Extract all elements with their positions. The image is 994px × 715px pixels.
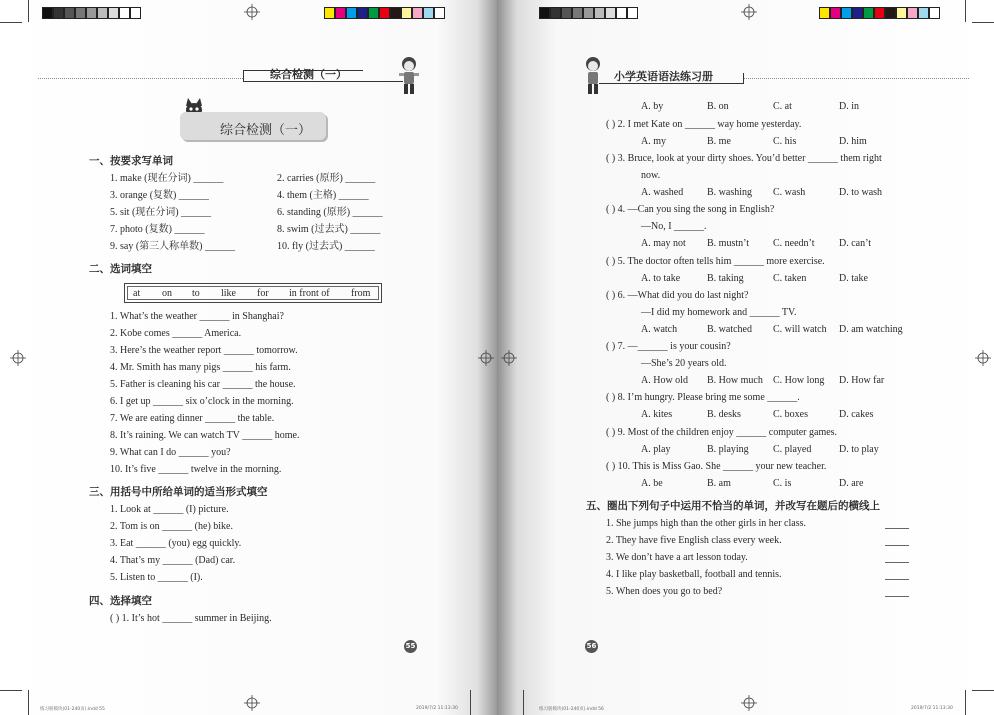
page-header-title: 小学英语语法练习册 [614, 70, 713, 83]
option: D. am watching [839, 324, 903, 335]
option: B. desks [707, 409, 741, 420]
list-item: 4. them (主格) ______ [277, 190, 369, 201]
option: C. boxes [773, 409, 808, 420]
header-rule [599, 83, 744, 84]
section-2-heading: 二、选词填空 [89, 263, 152, 275]
color-swatch [594, 7, 605, 19]
registration-mark-icon [244, 695, 260, 711]
question-item: ( ) 8. I’m hungry. Please bring me some ______. [606, 392, 800, 403]
word-bank-item: on [162, 288, 172, 299]
option: C. taken [773, 273, 807, 284]
question-item: ( ) 1. It’s hot ______ summer in Beijing. [110, 613, 272, 624]
color-swatch [119, 7, 130, 19]
list-item: 8. swim (过去式) ______ [277, 224, 381, 235]
registration-mark-icon [10, 350, 26, 366]
question-item: ( ) 4. —Can you sing the song in English? [606, 204, 775, 215]
section-4-heading: 四、选择填空 [89, 595, 152, 607]
right-page [497, 0, 994, 715]
option: A. to take [641, 273, 681, 284]
footer-filename: 练习册模块(01-240页).indd 55 [40, 707, 105, 712]
crop-mark [28, 690, 29, 715]
page-number: 55 [404, 640, 417, 653]
crop-mark [965, 0, 966, 22]
option: D. in [839, 101, 859, 112]
option: A. may not [641, 238, 686, 249]
color-swatch [918, 7, 929, 19]
list-item: 5. sit (现在分词) ______ [110, 207, 212, 218]
color-swatch [885, 7, 896, 19]
color-swatch [907, 7, 918, 19]
color-swatch [572, 7, 583, 19]
section-1-heading: 一、按要求写单词 [89, 155, 173, 167]
option: C. will watch [773, 324, 827, 335]
list-item: 7. photo (复数) ______ [110, 224, 205, 235]
color-swatch [86, 7, 97, 19]
option: A. kites [641, 409, 673, 420]
color-swatch [42, 7, 53, 19]
answer-line[interactable] [885, 579, 909, 580]
list-item: 7. We are eating dinner ______ the table. [110, 413, 275, 424]
page-header-title: 综合检测（一） [270, 68, 347, 81]
option: C. wash [773, 187, 806, 198]
question-item: ( ) 10. This is Miss Gao. She ______ your new teacher. [606, 461, 827, 472]
option: B. me [707, 136, 731, 147]
list-item: 5. When does you go to bed? [606, 586, 723, 597]
list-item: 3. Eat ______ (you) egg quickly. [110, 538, 242, 549]
crop-mark [470, 690, 471, 715]
page-number: 56 [585, 640, 598, 653]
list-item: 6. standing (原形) ______ [277, 207, 383, 218]
footer-date: 2019/7/2 11:13:30 [416, 706, 458, 711]
registration-mark-icon [741, 695, 757, 711]
color-swatch [64, 7, 75, 19]
option: C. is [773, 478, 792, 489]
crop-mark [523, 690, 524, 715]
option: B. mustn’t [707, 238, 750, 249]
list-item: 4. That’s my ______ (Dad) car. [110, 555, 236, 566]
question-item: ( ) 3. Bruce, look at your dirty shoes. You’d better ______ them right [606, 153, 882, 164]
list-item: 5. Listen to ______ (I). [110, 572, 203, 583]
color-swatch [75, 7, 86, 19]
list-item: 2. They have five English class every week. [606, 535, 782, 546]
option: A. How old [641, 375, 688, 386]
option: C. at [773, 101, 792, 112]
header-dotted-rule [38, 78, 243, 79]
answer-line[interactable] [885, 545, 909, 546]
list-item: 6. I get up ______ six o’clock in the morning. [110, 396, 294, 407]
color-swatch [401, 7, 412, 19]
list-item: 3. Here’s the weather report ______ tomorrow. [110, 345, 298, 356]
option: A. my [641, 136, 666, 147]
word-bank-item: to [192, 288, 200, 299]
option: D. How far [839, 375, 885, 386]
crop-mark [28, 0, 29, 22]
registration-mark-icon [244, 4, 260, 20]
color-swatch [627, 7, 638, 19]
list-item: 1. What’s the weather ______ in Shanghai? [110, 311, 284, 322]
color-swatch [896, 7, 907, 19]
registration-mark-icon [741, 4, 757, 20]
option: D. can’t [839, 238, 872, 249]
word-bank-item: for [257, 288, 269, 299]
question-continuation: —I did my homework and ______ TV. [641, 307, 797, 318]
list-item: 4. Mr. Smith has many pigs ______ his farm. [110, 362, 291, 373]
option: D. to play [839, 444, 879, 455]
question-item: ( ) 2. I met Kate on ______ way home yesterday. [606, 119, 802, 130]
option: D. him [839, 136, 867, 147]
grayscale-color-bar [42, 7, 141, 19]
color-swatch [874, 7, 885, 19]
option: C. played [773, 444, 812, 455]
color-swatch [605, 7, 616, 19]
option: B. washing [707, 187, 752, 198]
answer-line[interactable] [885, 596, 909, 597]
list-item: 3. orange (复数) ______ [110, 190, 209, 201]
answer-line[interactable] [885, 562, 909, 563]
option: B. on [707, 101, 729, 112]
color-swatch [335, 7, 346, 19]
option: C. his [773, 136, 797, 147]
crop-mark [972, 690, 994, 691]
boy-mascot-icon [398, 56, 420, 101]
list-item: 1. Look at ______ (I) picture. [110, 504, 229, 515]
color-swatch [346, 7, 357, 19]
word-bank-item: from [351, 288, 371, 299]
answer-line[interactable] [885, 528, 909, 529]
option: B. watched [707, 324, 752, 335]
list-item: 1. She jumps high than the other girls in her class. [606, 518, 806, 529]
header-dotted-rule [744, 78, 969, 79]
footer-filename: 练习册模块(01-240页).indd 56 [539, 707, 604, 712]
question-continuation: now. [641, 170, 661, 181]
option: C. needn’t [773, 238, 815, 249]
word-bank-item: in front of [289, 288, 330, 299]
list-item: 1. make (现在分词) ______ [110, 173, 224, 184]
color-swatch [108, 7, 119, 19]
color-swatch [539, 7, 550, 19]
registration-mark-icon [478, 350, 494, 366]
color-swatch [130, 7, 141, 19]
option: D. take [839, 273, 868, 284]
color-swatch [830, 7, 841, 19]
color-swatch [819, 7, 830, 19]
color-swatch [841, 7, 852, 19]
option: D. to wash [839, 187, 883, 198]
color-swatch [97, 7, 108, 19]
unit-title: 综合检测（一） [220, 123, 312, 138]
crop-mark [972, 22, 994, 23]
color-swatch [412, 7, 423, 19]
color-swatch [929, 7, 940, 19]
question-item: ( ) 6. —What did you do last night? [606, 290, 749, 301]
color-swatch [53, 7, 64, 19]
list-item: 8. It’s raining. We can watch TV ______ home. [110, 430, 300, 441]
option: D. cakes [839, 409, 874, 420]
question-continuation: —No, I ______. [641, 221, 707, 232]
option: A. washed [641, 187, 684, 198]
question-item: ( ) 5. The doctor often tells him ______ more exercise. [606, 256, 825, 267]
list-item: 3. We don’t have a art lesson today. [606, 552, 748, 563]
section-5-heading: 五、圈出下列句子中运用不恰当的单词，并改写在题后的横线上 [586, 500, 880, 512]
question-continuation: —She’s 20 years old. [641, 358, 727, 369]
cmyk-color-bar [819, 7, 940, 19]
option: A. play [641, 444, 671, 455]
question-item: ( ) 9. Most of the children enjoy ______ computer games. [606, 427, 838, 438]
question-item: ( ) 7. —______ is your cousin? [606, 341, 731, 352]
list-item: 2. carries (原形) ______ [277, 173, 376, 184]
word-bank-item: at [133, 288, 141, 299]
color-swatch [390, 7, 401, 19]
option: B. How much [707, 375, 763, 386]
color-swatch [357, 7, 368, 19]
list-item: 9. say (第三人称单数) ______ [110, 241, 235, 252]
header-rule-tick [243, 70, 244, 81]
color-swatch [324, 7, 335, 19]
grayscale-color-bar [539, 7, 638, 19]
color-swatch [561, 7, 572, 19]
list-item: 5. Father is cleaning his car ______ the house. [110, 379, 296, 390]
option: C. How long [773, 375, 825, 386]
option: A. be [641, 478, 663, 489]
list-item: 10. It’s five ______ twelve in the morning. [110, 464, 282, 475]
color-swatch [852, 7, 863, 19]
cmyk-color-bar [324, 7, 445, 19]
list-item: 2. Tom is on ______ (he) bike. [110, 521, 233, 532]
list-item: 2. Kobe comes ______ America. [110, 328, 242, 339]
option: A. by [641, 101, 664, 112]
footer-date: 2019/7/2 11:13:30 [911, 706, 953, 711]
registration-mark-icon [501, 350, 517, 366]
registration-mark-icon [975, 350, 991, 366]
option: B. playing [707, 444, 749, 455]
word-bank-item: like [221, 288, 236, 299]
color-swatch [550, 7, 561, 19]
section-3-heading: 三、用括号中所给单词的适当形式填空 [89, 486, 268, 498]
color-swatch [379, 7, 390, 19]
crop-mark [0, 690, 22, 691]
color-swatch [434, 7, 445, 19]
boy-mascot-icon [583, 56, 603, 101]
color-swatch [583, 7, 594, 19]
color-swatch [423, 7, 434, 19]
list-item: 9. What can I do ______ you? [110, 447, 231, 458]
option: B. am [707, 478, 731, 489]
option: B. taking [707, 273, 744, 284]
crop-mark [965, 690, 966, 715]
option: D. are [839, 478, 864, 489]
color-swatch [863, 7, 874, 19]
crop-mark [0, 22, 22, 23]
list-item: 10. fly (过去式) ______ [277, 241, 375, 252]
color-swatch [616, 7, 627, 19]
option: A. watch [641, 324, 678, 335]
list-item: 4. I like play basketball, football and tennis. [606, 569, 782, 580]
color-swatch [368, 7, 379, 19]
